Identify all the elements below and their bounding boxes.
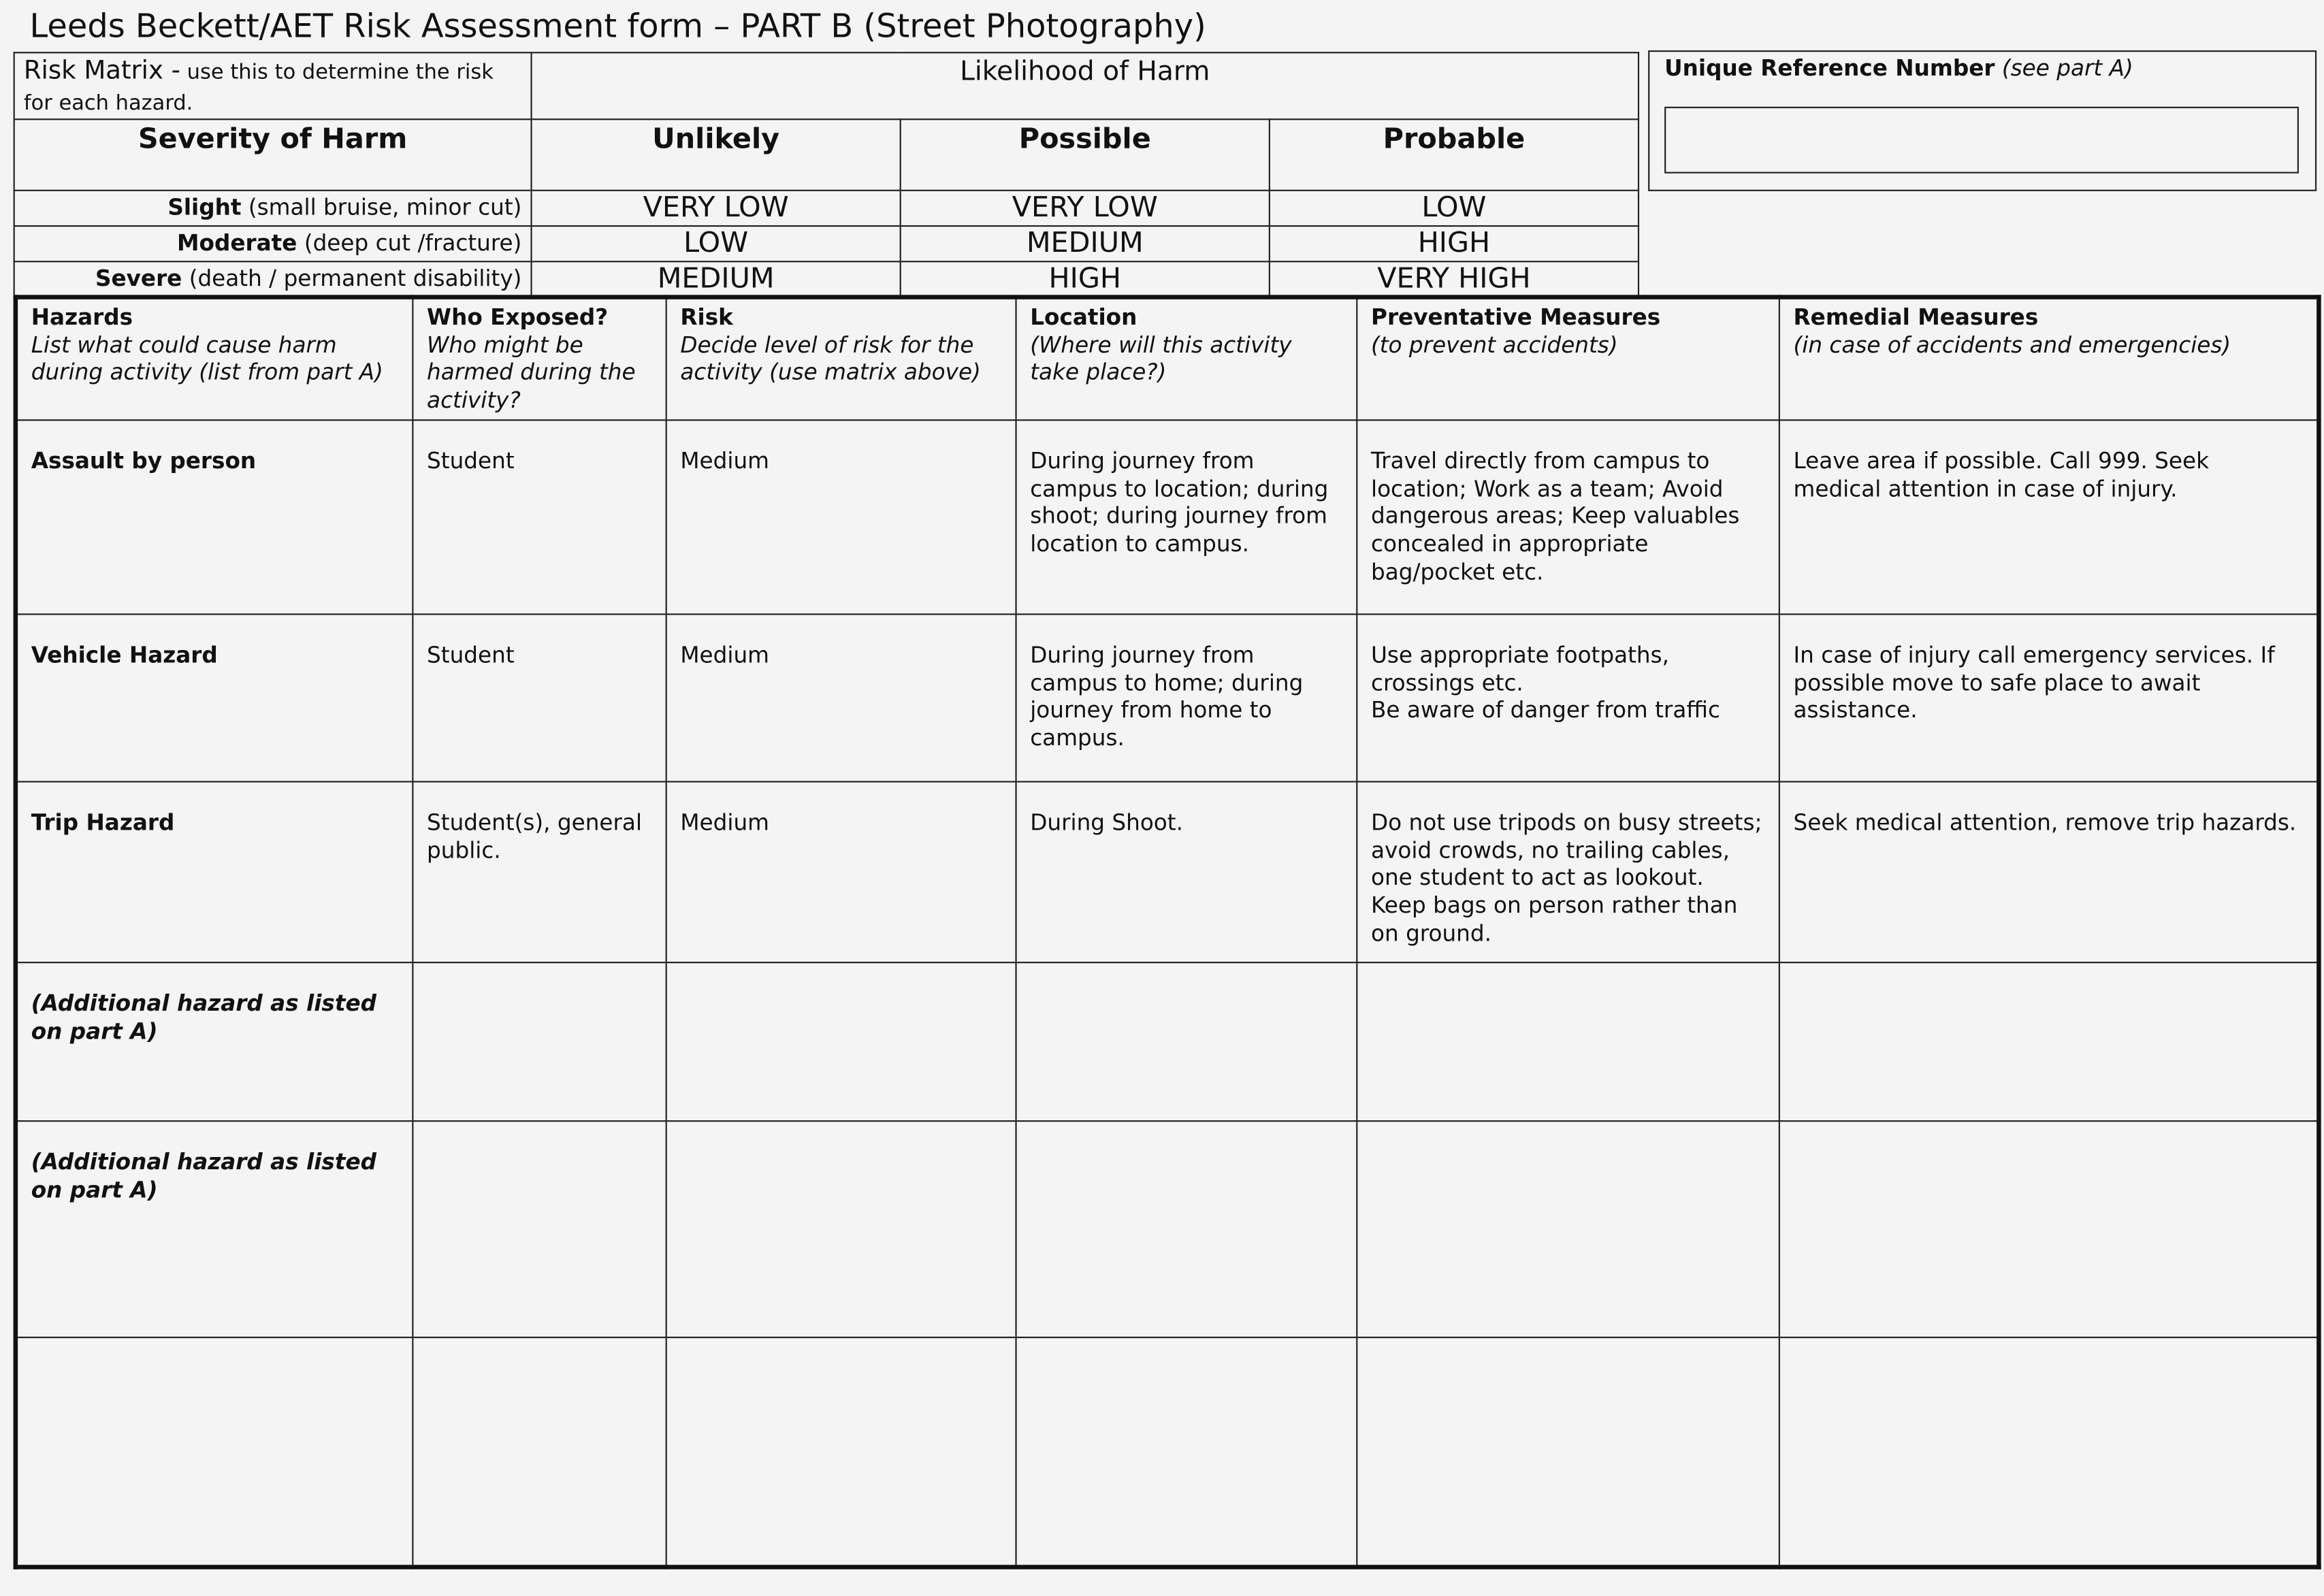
- cell-who[interactable]: [413, 962, 666, 1121]
- matrix-intro-title: Risk Matrix -: [23, 56, 180, 86]
- unique-reference-number-panel: [1648, 50, 2317, 191]
- matrix-cell: LOW: [1270, 191, 1639, 226]
- cell-preventative[interactable]: [1357, 1121, 1779, 1337]
- matrix-cell: MEDIUM: [901, 226, 1270, 261]
- col-possible: Possible: [901, 119, 1270, 191]
- cell-remedial[interactable]: [1779, 962, 2319, 1121]
- severity-header: Severity of Harm: [14, 119, 532, 191]
- cell-hazard[interactable]: [16, 1337, 413, 1567]
- matrix-cell: VERY LOW: [901, 191, 1270, 226]
- table-row: [16, 420, 2319, 614]
- table-row: [16, 962, 2319, 1121]
- table-row: [16, 1121, 2319, 1337]
- col-probable: Probable: [1270, 119, 1639, 191]
- cell-risk[interactable]: [666, 1121, 1016, 1337]
- cell-remedial[interactable]: In case of injury call emergency services. If possible move to safe place to await assistance.: [1779, 614, 2319, 781]
- matrix-cell: HIGH: [1270, 226, 1639, 261]
- matrix-row: [14, 191, 1639, 226]
- header-remedial: Remedial Measures (in case of accidents and emergencies): [1779, 297, 2319, 420]
- cell-who[interactable]: Student(s), general public.: [413, 781, 666, 962]
- cell-preventative[interactable]: Travel directly from campus to location; Work as a team; Avoid dangerous areas; Keep valuables concealed in appropriate bag/pocket etc.: [1357, 420, 1779, 614]
- cell-location[interactable]: [1016, 962, 1357, 1121]
- severity-label: Slight (small bruise, minor cut): [14, 191, 532, 226]
- header-hazards: Hazards List what could cause harm during activity (list from part A): [16, 297, 413, 420]
- table-row: [16, 1337, 2319, 1567]
- cell-remedial[interactable]: [1779, 1337, 2319, 1567]
- matrix-cell: VERY HIGH: [1270, 261, 1639, 297]
- cell-who[interactable]: Student: [413, 614, 666, 781]
- matrix-intro: [14, 52, 532, 119]
- matrix-row: [14, 226, 1639, 261]
- urn-label: Unique Reference Number (see part A): [1664, 54, 2133, 82]
- cell-preventative[interactable]: Do not use tripods on busy streets; avoid crowds, no trailing cables, one student to act as lookout. Keep bags on person rather than on ground.: [1357, 781, 1779, 962]
- cell-hazard[interactable]: Vehicle Hazard: [16, 614, 413, 781]
- matrix-cell: VERY LOW: [532, 191, 901, 226]
- cell-risk[interactable]: [666, 1337, 1016, 1567]
- hazard-table: [14, 295, 2321, 1569]
- cell-risk[interactable]: Medium: [666, 614, 1016, 781]
- cell-hazard[interactable]: Assault by person: [16, 420, 413, 614]
- cell-preventative[interactable]: Use appropriate footpaths, crossings etc. Be aware of danger from traffic: [1357, 614, 1779, 781]
- cell-preventative[interactable]: [1357, 962, 1779, 1121]
- table-row: [16, 614, 2319, 781]
- cell-location[interactable]: [1016, 1121, 1357, 1337]
- header-who-exposed: Who Exposed? Who might be harmed during the activity?: [413, 297, 666, 420]
- header-location: Location (Where will this activity take place?): [1016, 297, 1357, 420]
- cell-location[interactable]: [1016, 1337, 1357, 1567]
- matrix-intro-text: use this to determine the risk for each hazard.: [23, 61, 494, 116]
- cell-risk[interactable]: Medium: [666, 420, 1016, 614]
- cell-preventative[interactable]: [1357, 1337, 1779, 1567]
- col-unlikely: Unlikely: [532, 119, 901, 191]
- matrix-cell: LOW: [532, 226, 901, 261]
- cell-hazard[interactable]: Trip Hazard: [16, 781, 413, 962]
- cell-risk[interactable]: Medium: [666, 781, 1016, 962]
- page-title: Leeds Beckett/AET Risk Assessment form – PART B (Street Photography): [29, 9, 1206, 46]
- cell-location[interactable]: During Shoot.: [1016, 781, 1357, 962]
- cell-location[interactable]: During journey from campus to location; during shoot; during journey from location to campus.: [1016, 420, 1357, 614]
- cell-risk[interactable]: [666, 962, 1016, 1121]
- cell-hazard[interactable]: (Additional hazard as listed on part A): [16, 962, 413, 1121]
- table-row: [16, 781, 2319, 962]
- matrix-cell: MEDIUM: [532, 261, 901, 297]
- matrix-cell: HIGH: [901, 261, 1270, 297]
- cell-remedial[interactable]: [1779, 1121, 2319, 1337]
- urn-input[interactable]: [1664, 107, 2299, 174]
- header-risk: Risk Decide level of risk for the activity (use matrix above): [666, 297, 1016, 420]
- risk-matrix: [14, 52, 1639, 297]
- cell-remedial[interactable]: Seek medical attention, remove trip hazards.: [1779, 781, 2319, 962]
- matrix-row: [14, 261, 1639, 297]
- cell-location[interactable]: During journey from campus to home; during journey from home to campus.: [1016, 614, 1357, 781]
- cell-who[interactable]: [413, 1337, 666, 1567]
- likelihood-header: Likelihood of Harm: [532, 52, 1639, 119]
- severity-label: Moderate (deep cut /fracture): [14, 226, 532, 261]
- cell-who[interactable]: [413, 1121, 666, 1337]
- cell-hazard[interactable]: (Additional hazard as listed on part A): [16, 1121, 413, 1337]
- cell-who[interactable]: Student: [413, 420, 666, 614]
- cell-remedial[interactable]: Leave area if possible. Call 999. Seek medical attention in case of injury.: [1779, 420, 2319, 614]
- table-header-row: [16, 297, 2319, 420]
- header-preventative: Preventative Measures (to prevent accidents): [1357, 297, 1779, 420]
- severity-label: Severe (death / permanent disability): [14, 261, 532, 297]
